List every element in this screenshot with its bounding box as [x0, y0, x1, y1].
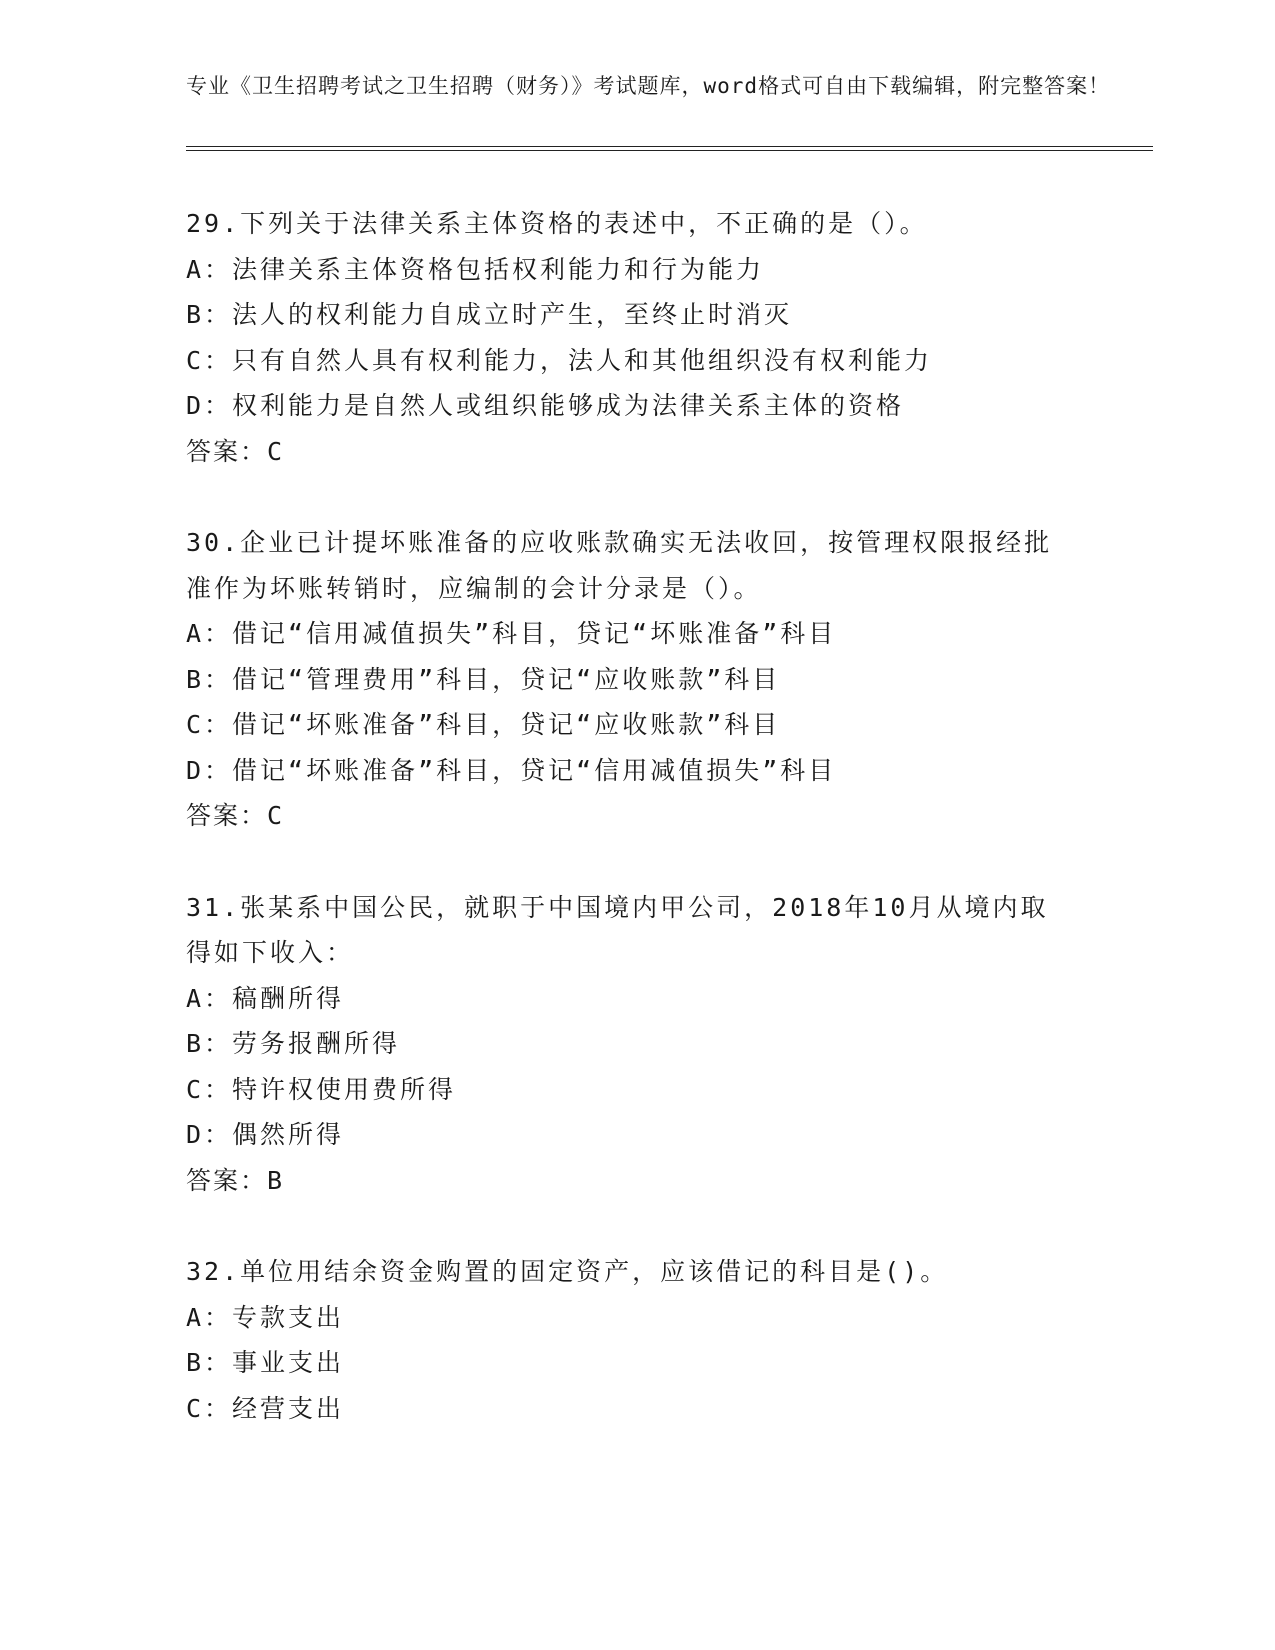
option-a: A：法律关系主体资格包括权利能力和行为能力 — [186, 254, 765, 284]
question-stem: 29.下列关于法律关系主体资格的表述中，不正确的是（）。 — [186, 209, 928, 238]
answer-line: 答案：C — [186, 801, 285, 830]
option-d: D：权利能力是自然人或组织能够成为法律关系主体的资格 — [186, 391, 905, 420]
document-page — [186, 70, 1146, 1477]
answer-line: 答案：B — [186, 1165, 285, 1195]
question-list — [186, 201, 1146, 1431]
question-32 — [186, 1249, 1146, 1431]
question-29 — [186, 201, 1146, 474]
option-b: B：事业支出 — [186, 1348, 345, 1377]
question-31 — [186, 885, 1146, 1204]
option-c: C：只有自然人具有权利能力，法人和其他组织没有权利能力 — [186, 345, 933, 375]
option-b: B：借记“管理费用”科目，贷记“应收账款”科目 — [186, 664, 781, 694]
question-stem: 30.企业已计提坏账准备的应收账款确实无法收回，按管理权限报经批准作为坏账转销时，应编制的会计分录是（）。 — [186, 528, 1053, 603]
option-a: A：专款支出 — [186, 1302, 345, 1332]
document-header: 专业《卫生招聘考试之卫生招聘（财务）》考试题库，word格式可自由下载编辑，附完整答案！ — [186, 74, 1111, 98]
option-c: C：特许权使用费所得 — [186, 1074, 457, 1104]
option-c: C：借记“坏账准备”科目，贷记“应收账款”科目 — [186, 710, 781, 739]
option-b: B：劳务报酬所得 — [186, 1029, 401, 1058]
question-stem: 32.单位用结余资金购置的固定资产，应该借记的科目是()。 — [186, 1257, 949, 1286]
option-b: B：法人的权利能力自成立时产生，至终止时消灭 — [186, 300, 793, 329]
option-d: D：偶然所得 — [186, 1120, 345, 1149]
option-d: D：借记“坏账准备”科目，贷记“信用减值损失”科目 — [186, 755, 837, 785]
option-a: A：借记“信用减值损失”科目，贷记“坏账准备”科目 — [186, 619, 837, 648]
option-c: C：经营支出 — [186, 1393, 345, 1423]
question-30 — [186, 520, 1146, 839]
answer-line: 答案：C — [186, 436, 285, 466]
question-stem: 31.张某系中国公民，就职于中国境内甲公司，2018年10月从境内取得如下收入： — [186, 892, 1049, 967]
header-divider — [186, 146, 1153, 151]
option-a: A：稿酬所得 — [186, 983, 345, 1013]
